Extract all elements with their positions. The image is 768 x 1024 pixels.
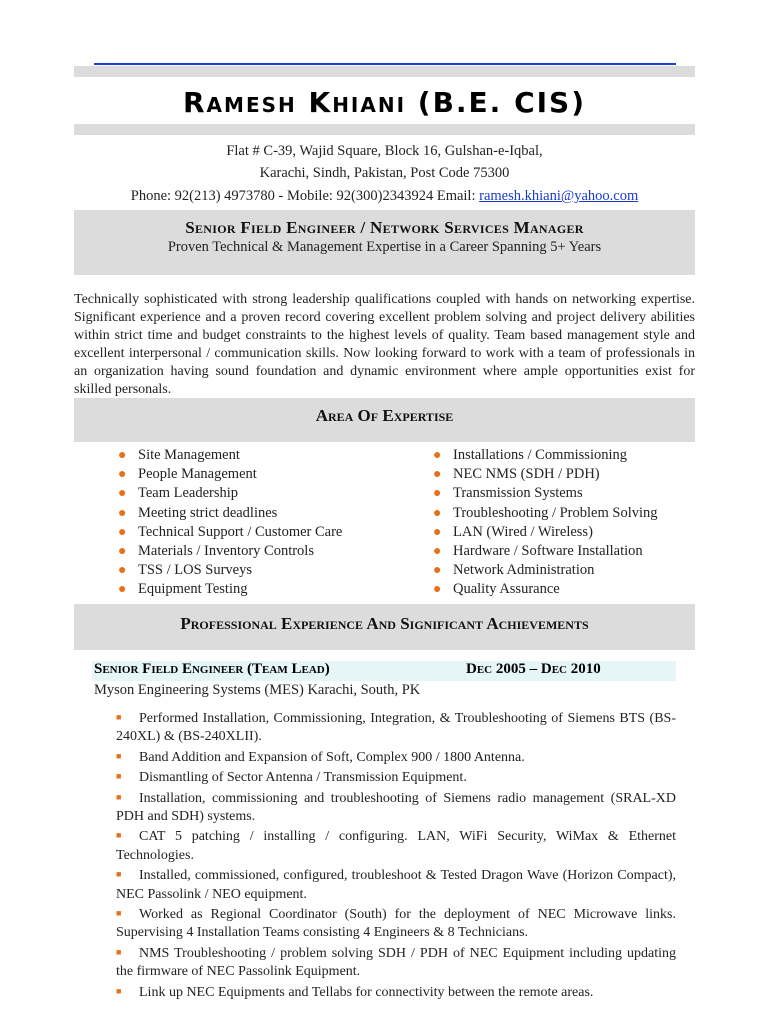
list-item: ● Troubleshooting / Problem Solving [433,504,658,521]
bullet-icon: ■ [116,869,122,880]
expertise-list-left [114,446,342,600]
expertise-heading: Area Of Expertise [74,398,695,442]
job-dates: Dec 2005 – Dec 2010 [466,661,601,677]
list-item: ■ Dismantling of Sector Antenna / Transmission Equipment. [116,767,676,787]
list-item: ■ Worked as Regional Coordinator (South) for the deployment of NEC Microwave links. Supervising 4 Installation Teams consisting 4 Engineers & 8 Technicians. [116,904,676,943]
list-item: ● Materials / Inventory Controls [118,543,314,560]
job-title: Senior Field Engineer (Team Lead) [94,661,330,677]
list-item: ● NEC NMS (SDH / PDH) [433,466,600,483]
phone-text: Phone: 92(213) 4973780 - Mobile: 92(300)2343924 Email: [130,188,480,204]
list-item: ● Quality Assurance [433,581,560,598]
list-item: ● Hardware / Software Installation [433,543,643,560]
bullet-icon: ■ [116,908,122,919]
list-item: ● Technical Support / Customer Care [118,523,343,540]
headline-title: Senior Field Engineer / Network Services Manager [185,218,584,237]
list-item: ● Meeting strict deadlines [118,504,278,521]
list-item: ■ CAT 5 patching / installing / configuring. LAN, WiFi Security, WiMax & Ethernet Technologies. [116,826,676,865]
email-link[interactable]: ramesh.khiani@yahoo.com [479,188,639,204]
achievement-list [116,708,676,1002]
list-item: ● TSS / LOS Surveys [118,562,253,579]
list-item: ● People Management [118,466,257,483]
headline-subtitle: Proven Technical & Management Expertise in a Career Spanning 5+ Years [167,239,602,255]
list-item: ■ Band Addition and Expansion of Soft, Complex 900 / 1800 Antenna. [116,747,676,767]
bullet-icon: ■ [116,712,122,722]
list-item: ● LAN (Wired / Wireless) [433,523,593,540]
list-item: ● Installations / Commissioning [433,447,628,463]
list-item: ● Transmission Systems [433,485,583,502]
header-top-rule [94,63,676,65]
bullet-icon: ■ [116,985,122,996]
list-item: ● Equipment Testing [118,581,248,598]
bullet-icon: ■ [116,946,122,957]
address-line-2: Karachi, Sindh, Pakistan, Post Code 75300 [259,165,510,181]
bullet-icon: ■ [116,791,122,802]
list-item: ■ NMS Troubleshooting / problem solving SDH / PDH of NEC Equipment including updating the firmware of NEC Passolink Equipment. [116,943,676,982]
experience-heading: Professional Experience And Significant Achievements [74,604,695,650]
bullet-icon: ■ [116,750,122,761]
list-item: ■ Installed, commissioned, configured, troubleshoot & Tested Dragon Wave (Horizon Compact), NEC Passolink / NEO equipment. [116,865,676,904]
list-item: ■ Performed Installation, Commissioning, Integration, & Troubleshooting of Siemens BTS (BS-240XL) & (BS-240XLII). [116,708,676,747]
company-name: Myson Engineering Systems (MES) Karachi, South, PK [94,682,421,698]
bullet-icon: ■ [116,771,122,782]
headline-box [74,210,695,275]
contact-line [74,188,695,205]
list-item: ● Network Administration [433,562,595,579]
bullet-icon: ■ [116,830,122,841]
candidate-name: Ramesh Khiani (B.E. CIS) [183,86,586,119]
header-bar-bottom [74,124,695,135]
expertise-list-right [429,446,658,600]
address-line-1: Flat # C-39, Wajid Square, Block 16, Gulshan-e-Iqbal, [226,143,543,159]
header-bar-top [74,66,695,77]
summary-paragraph: Technically sophisticated with strong leadership qualifications coupled with hands on networking expertise. Significant experience and a proven record covering excellent problem solving and project delivery abilities within strict time and budget constraints to the highest levels of quality. Team based management style and excellent interpersonal / communication skills. Now looking forward to work with a team of professionals in an organization having sound foundation and dynamic environment where ample opportunities exist for skilled personals. [74,292,695,397]
list-item: ■ Installation, commissioning and troubleshooting of Siemens radio management (SRAL-XD PDH and SDH) systems. [116,788,676,827]
list-item: ● Site Management [118,447,240,463]
list-item: ■ Link up NEC Equipments and Tellabs for connectivity between the remote areas. [116,982,676,1002]
list-item: ● Team Leadership [118,485,239,502]
